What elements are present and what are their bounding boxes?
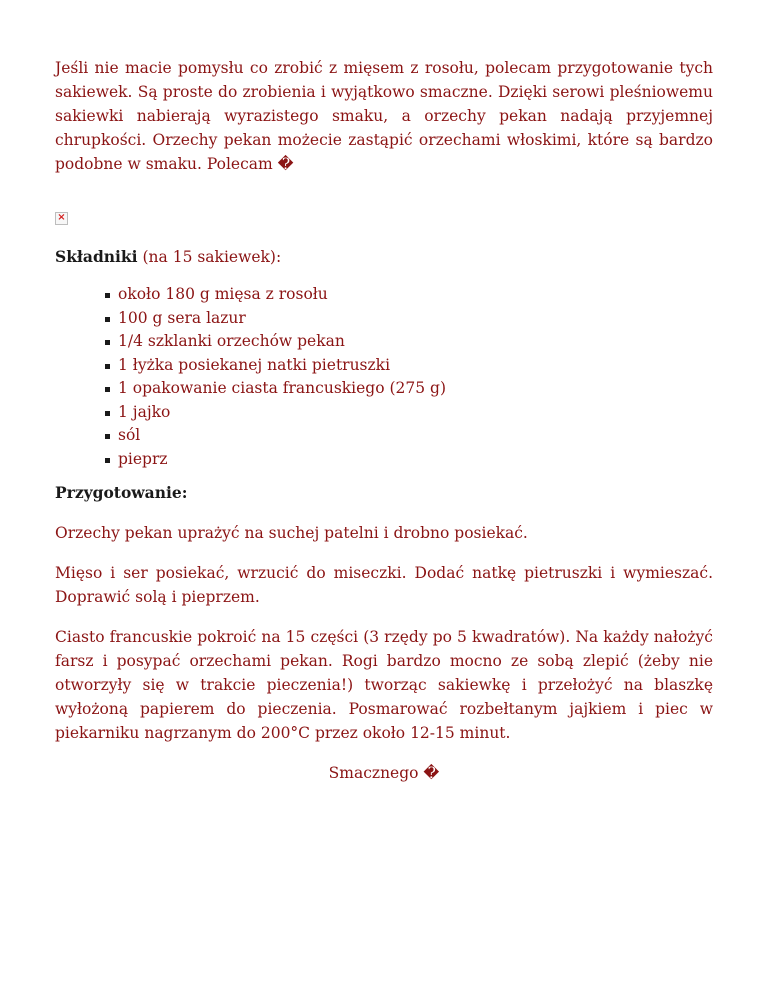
preparation-heading: Przygotowanie: — [55, 483, 188, 502]
intro-paragraph: Jeśli nie macie pomysłu co zrobić z mięsem z rosołu, polecam przygotowanie tych sakiewek. Są proste do zrobienia i wyjątkowo smaczne. Dzięki serowi pleśniowemu sakiewki nabierają wyrazistego smaku, a orzechy pekan nadają przyjemnej chrupkości. Orzechy pekan możecie zastąpić orzechami włoskimi, które są bardzo podobne w smaku. Polecam � — [55, 59, 713, 173]
preparation-step: Mięso i ser posiekać, wrzucić do miseczki. Dodać natkę pietruszki i wymieszać. Doprawić solą i pieprzem. — [55, 564, 713, 606]
broken-image-icon — [55, 212, 68, 225]
preparation-step: Orzechy pekan uprażyć na suchej patelni i drobno posiekać. — [55, 524, 528, 542]
closing-line: Smacznego � — [328, 764, 440, 782]
ingredient-item: 1 łyżka posiekanej natki pietruszki — [105, 354, 713, 378]
broken-image-glyph: × — [57, 212, 66, 223]
ingredient-item: 1/4 szklanki orzechów pekan — [105, 330, 713, 354]
ingredients-subtitle: (na 15 sakiewek): — [137, 248, 282, 266]
ingredient-item: 100 g sera lazur — [105, 307, 713, 331]
ingredient-item: sól — [105, 424, 713, 448]
ingredients-title: Składniki — [55, 247, 138, 266]
ingredient-item: pieprz — [105, 448, 713, 472]
ingredient-item: około 180 g mięsa z rosołu — [105, 283, 713, 307]
preparation-step: Ciasto francuskie pokroić na 15 części (3 rzędy po 5 kwadratów). Na każdy nałożyć farsz i posypać orzechami pekan. Rogi bardzo mocno ze sobą zlepić (żeby nie otworzyły się w trakcie pieczenia!) tworząc sakiewkę i przełożyć na blaszkę wyłożoną papierem do pieczenia. Posmarować rozbełtanym jajkiem i piec w piekarniku nagrzanym do 200°C przez około 12-15 minut. — [55, 628, 713, 742]
ingredient-item: 1 jajko — [105, 401, 713, 425]
ingredients-list — [105, 283, 713, 471]
ingredients-heading — [55, 245, 713, 269]
ingredient-item: 1 opakowanie ciasta francuskiego (275 g) — [105, 377, 713, 401]
recipe-page — [55, 56, 713, 785]
